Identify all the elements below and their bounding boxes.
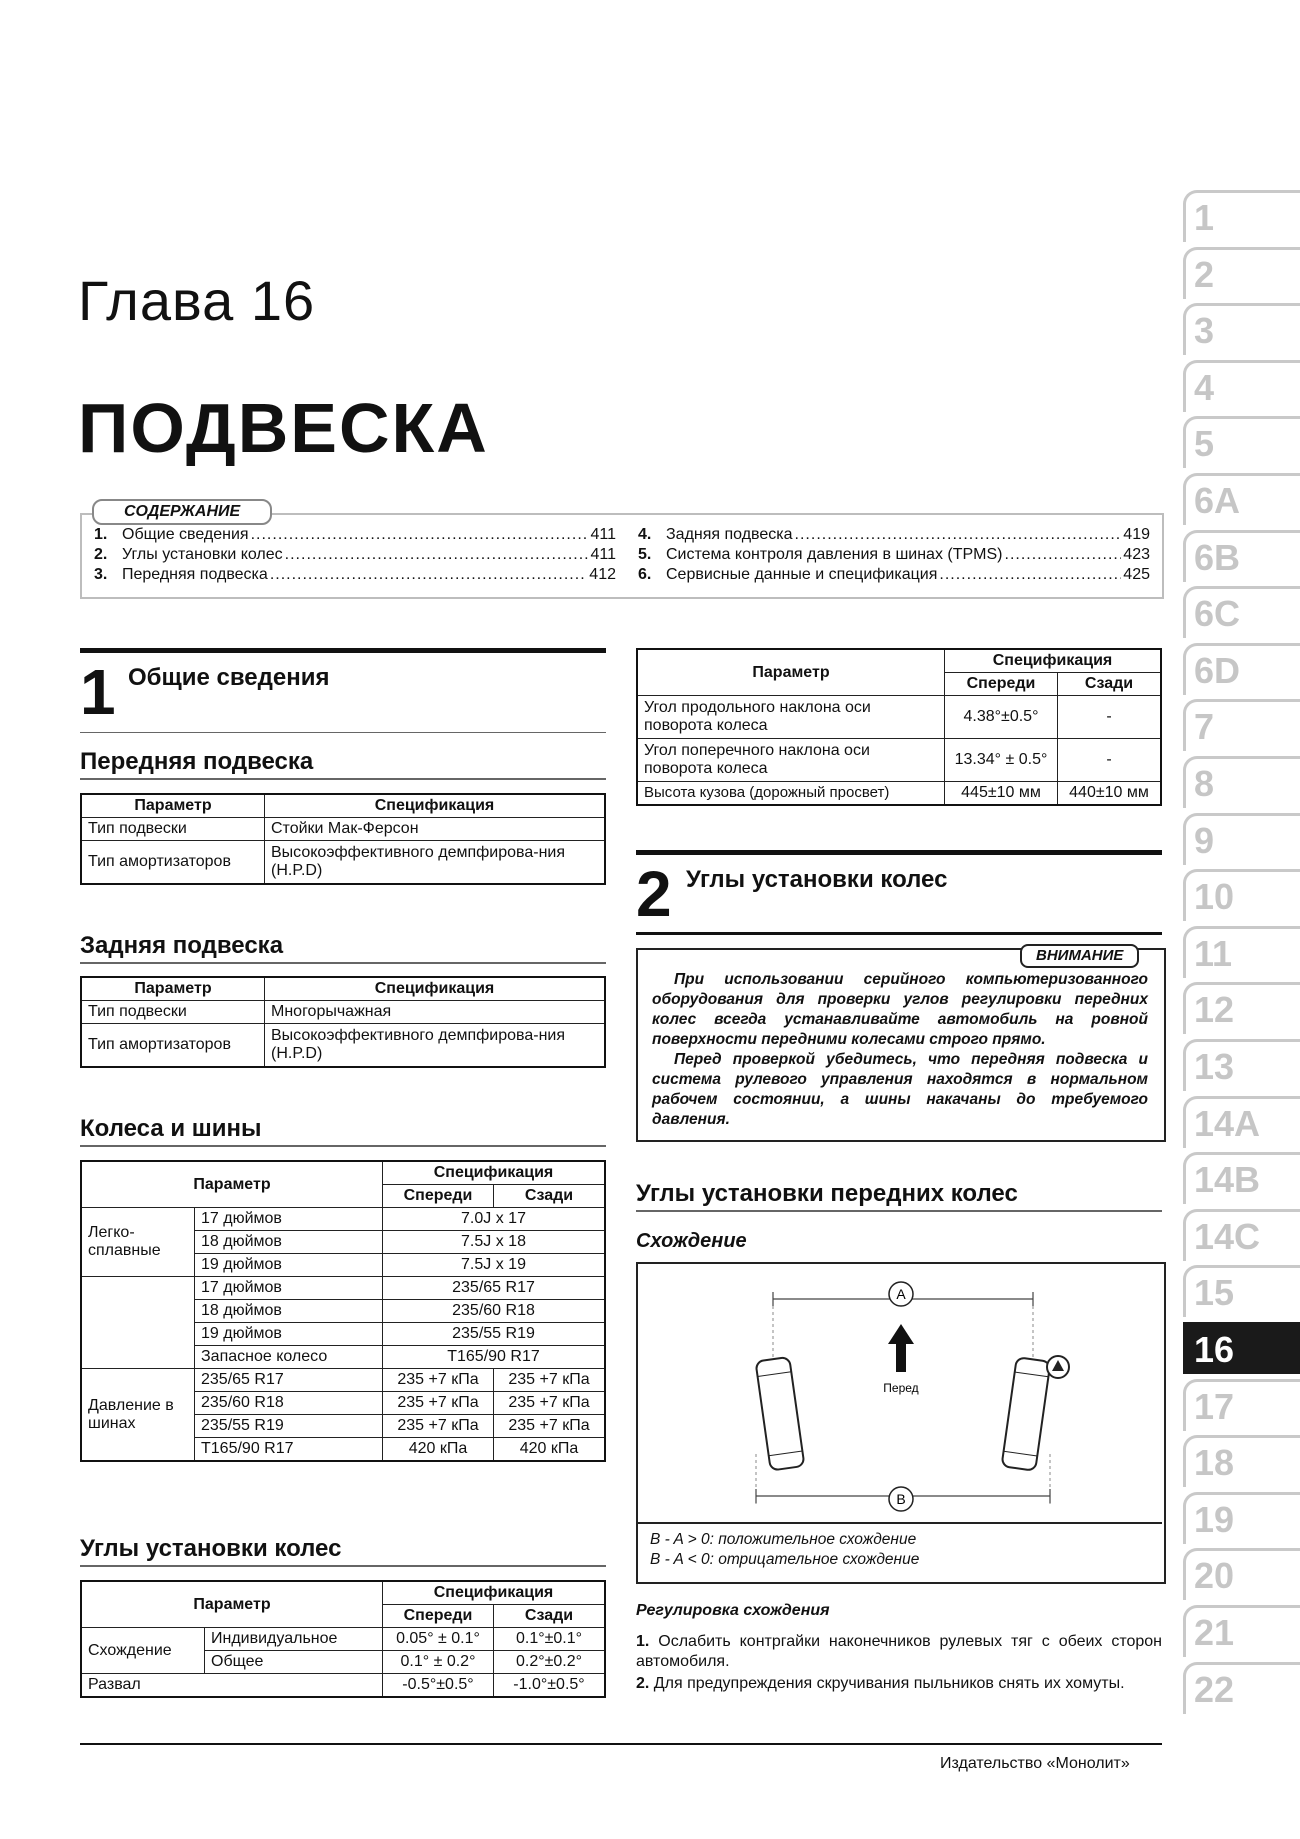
subsection-title: Передняя подвеска: [80, 748, 314, 775]
table-cell: -: [1058, 739, 1162, 782]
table-cell: Угол поперечного наклона оси поворота колеса: [637, 739, 945, 782]
table-cell: Индивидуальное: [205, 1628, 383, 1651]
divider: [80, 1145, 606, 1147]
table-cell: Схождение: [81, 1628, 205, 1674]
divider: [80, 962, 606, 964]
toc-num: 4.: [638, 526, 652, 543]
table-cell: Стойки Мак-Ферсон: [265, 818, 606, 841]
toc-tag: СОДЕРЖАНИЕ: [92, 499, 272, 525]
subsection-title: Колеса и шины: [80, 1115, 262, 1142]
table-cell: T165/90 R17: [383, 1346, 606, 1369]
table-cell: Тип подвески: [81, 1001, 265, 1024]
table-cell: 7.5J x 19: [383, 1254, 606, 1277]
toc-page: 425: [1123, 566, 1150, 583]
table-header: Спереди: [383, 1605, 494, 1628]
toc-page: 411: [590, 526, 616, 543]
section-number: 2: [636, 858, 672, 930]
chapter-tab-12[interactable]: 12: [1183, 982, 1300, 1034]
left-wheel: [755, 1357, 804, 1471]
table-cell: 0.1°±0.1°: [494, 1628, 606, 1651]
caption-line: B - A > 0: положительное схождение: [650, 1531, 917, 1548]
diagram-caption: [636, 1522, 1162, 1582]
table-header: Спереди: [383, 1185, 494, 1208]
table-cell: 18 дюймов: [195, 1300, 383, 1323]
chapter-title: ПОДВЕСКА: [78, 389, 489, 467]
label-a: A: [896, 1286, 906, 1302]
table-cell: 235 +7 кПа: [494, 1415, 606, 1438]
table-header: Параметр: [81, 1161, 383, 1208]
chapter-tab-18[interactable]: 18: [1183, 1435, 1300, 1487]
table-row: [81, 1674, 605, 1698]
table-row: [81, 1628, 605, 1651]
table-cell: 17 дюймов: [195, 1208, 383, 1231]
toe-title: Схождение: [636, 1230, 747, 1252]
chapter-tab-10[interactable]: 10: [1183, 869, 1300, 921]
table-header: Спецификация: [383, 1161, 606, 1185]
angles-table: [80, 1580, 606, 1698]
table-cell: 420 кПа: [494, 1438, 606, 1462]
table-header: Параметр: [81, 794, 265, 818]
step-num: 1.: [636, 1633, 650, 1650]
divider: [80, 1565, 606, 1567]
table-cell: 13.34° ± 0.5°: [945, 739, 1058, 782]
table-cell: Тип подвески: [81, 818, 265, 841]
chapter-label: Глава 16: [78, 269, 316, 332]
chapter-tab-6d[interactable]: 6D: [1183, 643, 1300, 695]
table-cell: 235/65 R17: [383, 1277, 606, 1300]
adjust-title: Регулировка схождения: [636, 1602, 830, 1619]
table-cell: 18 дюймов: [195, 1231, 383, 1254]
label-b: B: [896, 1491, 906, 1507]
chapter-tab-6a[interactable]: 6A: [1183, 473, 1300, 525]
table-cell: Тип амортизаторов: [81, 1024, 265, 1068]
chapter-tab-3[interactable]: 3: [1183, 303, 1300, 355]
step-text: Для предупреждения скручивания пыльников снять их хомуты.: [653, 1675, 1125, 1692]
table-cell: Общее: [205, 1651, 383, 1674]
section-title: Углы установки колес: [686, 866, 948, 893]
toc-num: 5.: [638, 546, 652, 563]
toc-label: Сервисные данные и спецификация: [666, 566, 938, 583]
chapter-tab-2[interactable]: 2: [1183, 247, 1300, 299]
section-title: Общие сведения: [128, 664, 330, 691]
table-header: Сзади: [494, 1605, 606, 1628]
table-cell: 235/60 R18: [383, 1300, 606, 1323]
table-header: Спецификация: [945, 649, 1162, 673]
footer-divider: [80, 1743, 1162, 1745]
table-cell: Тип амортизаторов: [81, 841, 265, 885]
table-cell: 235/55 R19: [383, 1323, 606, 1346]
forward-arrow-icon: [888, 1324, 914, 1372]
divider: [636, 932, 1162, 935]
table-cell: 235 +7 кПа: [383, 1369, 494, 1392]
chapter-tab-19[interactable]: 19: [1183, 1492, 1300, 1544]
table-header: Параметр: [81, 1581, 383, 1628]
toc-item[interactable]: [94, 545, 616, 565]
table-header: Параметр: [637, 649, 945, 696]
table-cell: 4.38°±0.5°: [945, 696, 1058, 739]
table-row: [81, 1208, 605, 1231]
chapter-tab-21[interactable]: 21: [1183, 1605, 1300, 1657]
toc-item[interactable]: [94, 525, 616, 545]
table-cell: Многорычажная: [265, 1001, 606, 1024]
divider: [80, 732, 606, 733]
chapter-tab-16[interactable]: 16: [1183, 1322, 1300, 1374]
table-cell: 445±10 мм: [945, 782, 1058, 806]
toc-num: 6.: [638, 566, 652, 583]
toc-left-column: [94, 525, 616, 585]
table-header: Параметр: [81, 977, 265, 1001]
attention-paragraph: Перед проверкой убедитесь, что передняя подвеска и система рулевого управления находятся в нормальном рабочем состоянии, а шины накачаны до требуемого давления.: [652, 1051, 1148, 1128]
table-row: [637, 696, 1161, 739]
section-divider: [636, 850, 1162, 855]
table-cell: 7.0J x 17: [383, 1208, 606, 1231]
table-cell: 235 +7 кПа: [494, 1369, 606, 1392]
toc-num: 1.: [94, 526, 108, 543]
table-cell: Высота кузова (дорожный просвет): [637, 782, 945, 806]
subsection-title: Углы установки передних колес: [636, 1180, 1018, 1207]
chapter-tab-1[interactable]: 1: [1183, 190, 1300, 242]
chapter-tab-6b[interactable]: 6B: [1183, 530, 1300, 582]
chapter-tab-17[interactable]: 17: [1183, 1379, 1300, 1431]
table-cell: 17 дюймов: [195, 1277, 383, 1300]
toc-page: 411: [590, 546, 616, 563]
table-row: [81, 841, 605, 885]
table-header: Спецификация: [265, 794, 606, 818]
table-row: [81, 818, 605, 841]
table-cell: 0.05° ± 0.1°: [383, 1628, 494, 1651]
section-number: 1: [80, 656, 116, 728]
chapter-tab-8[interactable]: 8: [1183, 756, 1300, 808]
table-cell: Запасное колесо: [195, 1346, 383, 1369]
subsection-title: Задняя подвеска: [80, 932, 284, 959]
table-cell: 235 +7 кПа: [494, 1392, 606, 1415]
table-cell: -0.5°±0.5°: [383, 1674, 494, 1698]
chapter-tab-7[interactable]: 7: [1183, 699, 1300, 751]
chapter-tab-5[interactable]: 5: [1183, 416, 1300, 468]
table-row: [81, 1369, 605, 1392]
toc-num: 3.: [94, 566, 108, 583]
table-cell: 19 дюймов: [195, 1254, 383, 1277]
forward-label: Перед: [883, 1381, 919, 1395]
table-row: [81, 1001, 605, 1024]
toc-label: Задняя подвеска: [666, 526, 793, 543]
wheels-table: [80, 1160, 606, 1462]
table-cell: Легко-сплавные: [81, 1208, 195, 1277]
table-cell: 235/60 R18: [195, 1392, 383, 1415]
divider: [636, 1210, 1162, 1212]
table-cell: Угол продольного наклона оси поворота колеса: [637, 696, 945, 739]
table-header: Спереди: [945, 673, 1058, 696]
toc-page: 419: [1123, 526, 1150, 543]
step-2: [636, 1674, 1162, 1694]
step-text: Ослабить контргайки наконечников рулевых тяг с обеих сторон автомобиля.: [636, 1633, 1162, 1670]
footer-publisher: Издательство «Монолит»: [940, 1755, 1130, 1772]
chapter-tab-15[interactable]: 15: [1183, 1265, 1300, 1317]
front-suspension-table: [80, 793, 606, 885]
toc-item[interactable]: [94, 565, 616, 585]
step-num: 2.: [636, 1675, 650, 1692]
table-header: Спецификация: [383, 1581, 606, 1605]
toc-page: 412: [589, 566, 616, 583]
toc-item[interactable]: [638, 545, 1150, 565]
attention-paragraph: При использовании серийного компьютеризованного оборудования для проверки углов регулировки передних колес всегда устанавливайте автомобиль на ровной поверхности передними колесами строго прямо.: [652, 971, 1148, 1048]
table-cell: -1.0°±0.5°: [494, 1674, 606, 1698]
chapter-tab-11[interactable]: 11: [1183, 926, 1300, 978]
right-wheel: [1002, 1357, 1051, 1471]
table-cell: 235 +7 кПа: [383, 1415, 494, 1438]
toc-num: 2.: [94, 546, 108, 563]
chapter-tab-9[interactable]: 9: [1183, 813, 1300, 865]
toc-label: Углы установки колес: [122, 546, 283, 563]
table-row: [81, 1024, 605, 1068]
rear-suspension-table: [80, 976, 606, 1068]
chapter-tab-13[interactable]: 13: [1183, 1039, 1300, 1091]
chapter-tab-6c[interactable]: 6C: [1183, 586, 1300, 638]
table-header: Спецификация: [265, 977, 606, 1001]
toc-label: Передняя подвеска: [122, 566, 268, 583]
step-1: [636, 1632, 1162, 1672]
table-cell: -: [1058, 696, 1162, 739]
attention-text: [652, 970, 1148, 1130]
table-row: [637, 782, 1161, 806]
toc-label: Система контроля давления в шинах (TPMS): [666, 546, 1003, 563]
table-cell: 440±10 мм: [1058, 782, 1162, 806]
subsection-title: Углы установки колес: [80, 1535, 342, 1562]
table-cell: Высокоэффективного демпфирова-ния (H.P.D): [265, 841, 606, 885]
table-cell: Давление в шинах: [81, 1369, 195, 1462]
toc-item[interactable]: [638, 525, 1150, 545]
chapter-tab-22[interactable]: 22: [1183, 1662, 1300, 1714]
table-header: Сзади: [1058, 673, 1162, 696]
table-cell: 235 +7 кПа: [383, 1392, 494, 1415]
toc-item[interactable]: [638, 565, 1150, 585]
table-row: [81, 1277, 605, 1300]
table-cell: 235/65 R17: [195, 1369, 383, 1392]
toe-diagram-svg: [638, 1264, 1164, 1524]
toc-label: Общие сведения: [122, 526, 249, 543]
toc-page: 423: [1123, 546, 1150, 563]
table-cell: Высокоэффективного демпфирова-ния (H.P.D): [265, 1024, 606, 1068]
table-cell: 7.5J x 18: [383, 1231, 606, 1254]
table-cell: 235/55 R19: [195, 1415, 383, 1438]
chapter-tab-14b[interactable]: 14B: [1183, 1152, 1300, 1204]
table-cell: 420 кПа: [383, 1438, 494, 1462]
divider: [80, 778, 606, 780]
attention-tag: ВНИМАНИЕ: [1020, 944, 1139, 968]
table-cell: 0.1° ± 0.2°: [383, 1651, 494, 1674]
chapter-tab-14a[interactable]: 14A: [1183, 1096, 1300, 1148]
toc-box: [80, 513, 1164, 599]
table-row: [637, 739, 1161, 782]
toc-right-column: [638, 525, 1150, 585]
caption-line: B - A < 0: отрицательное схождение: [650, 1551, 920, 1568]
geometry-table: [636, 648, 1162, 806]
chapter-tab-4[interactable]: 4: [1183, 360, 1300, 412]
section-divider: [80, 648, 606, 653]
table-header: Сзади: [494, 1185, 606, 1208]
table-cell: 0.2°±0.2°: [494, 1651, 606, 1674]
chapter-tab-20[interactable]: 20: [1183, 1548, 1300, 1600]
table-cell: Развал: [81, 1674, 383, 1698]
table-cell: 19 дюймов: [195, 1323, 383, 1346]
chapter-tab-14c[interactable]: 14C: [1183, 1209, 1300, 1261]
table-cell: T165/90 R17: [195, 1438, 383, 1462]
attention-box: [636, 948, 1166, 1142]
table-cell: [81, 1277, 195, 1369]
